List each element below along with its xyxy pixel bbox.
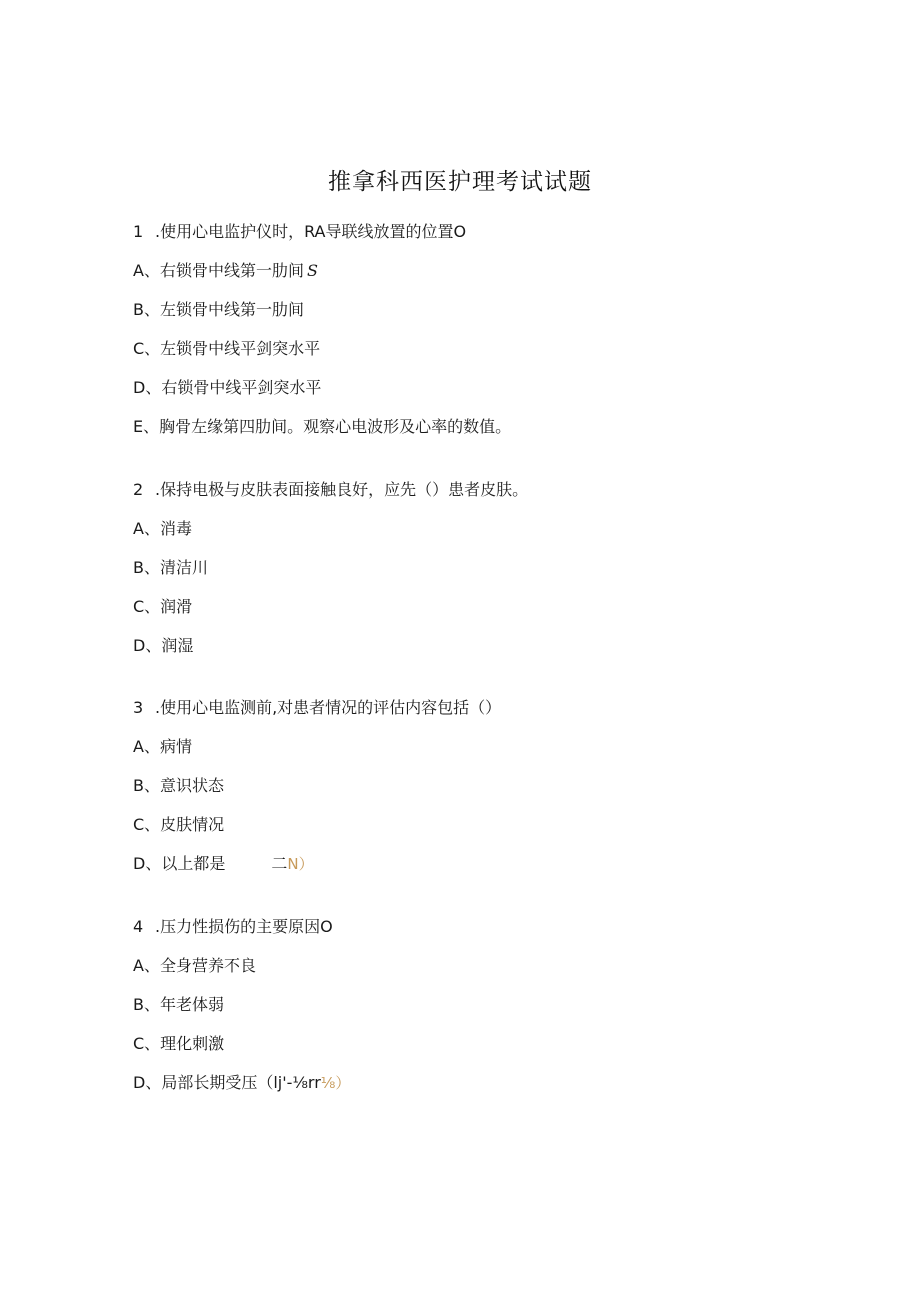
question-number: 1 [133, 222, 144, 241]
q1-option-e [133, 417, 511, 437]
answer-fragment: lj'-⅛rr [273, 1073, 321, 1092]
q1-option-a [133, 261, 318, 281]
q3-option-d [133, 854, 314, 874]
q4-option-a [133, 956, 256, 976]
question-number: 4 [133, 917, 144, 936]
q2-option-d [133, 636, 193, 656]
q4-option-b [133, 995, 224, 1015]
q3-option-c [133, 815, 224, 835]
option-text: A、病情 [133, 737, 192, 756]
q4-option-d [133, 1073, 350, 1093]
option-text: C、左锁骨中线平剑突水平 [133, 339, 321, 358]
option-text: D、润湿 [133, 636, 194, 655]
q1-option-d [133, 378, 321, 398]
option-text: C、皮肤情况 [133, 815, 225, 834]
option-text: A、消毒 [133, 519, 192, 538]
handwritten-mark: S [306, 261, 318, 280]
question-text: .使用心电监测前,对患者情况的评估内容包括（） [155, 698, 502, 717]
option-text: A、右锁骨中线第一肋间 [133, 261, 304, 280]
q2-option-a [133, 519, 192, 539]
question-4 [133, 917, 333, 937]
question-1 [133, 222, 466, 242]
q1-option-b [133, 300, 304, 320]
question-3 [133, 698, 501, 718]
question-text: .压力性损伤的主要原因O [155, 917, 333, 936]
question-number: 2 [133, 480, 144, 499]
option-text: B、意识状态 [133, 776, 224, 795]
option-text: C、理化刺激 [133, 1034, 225, 1053]
answer-fragment-faint: ⅛） [320, 1074, 351, 1092]
option-text: A、全身营养不良 [133, 956, 256, 975]
q3-option-b [133, 776, 224, 796]
question-number: 3 [133, 698, 144, 717]
option-text: C、润滑 [133, 597, 193, 616]
option-text: B、清洁川 [133, 558, 208, 577]
q2-option-b [133, 558, 208, 578]
answer-fragment: 二 [271, 854, 288, 873]
answer-fragment-faint: N） [287, 855, 314, 873]
option-text: B、年老体弱 [133, 995, 224, 1014]
page-title: 推拿科西医护理考试试题 [328, 169, 592, 195]
question-text: .保持电极与皮肤表面接触良好，应先（）患者皮肤。 [155, 480, 529, 499]
option-text: D、局部长期受压（ [133, 1073, 274, 1092]
q3-option-a [133, 737, 192, 757]
q4-option-c [133, 1034, 224, 1054]
option-text: B、左锁骨中线第一肋间 [133, 300, 304, 319]
option-text: D、以上都是 [133, 854, 226, 873]
question-2 [133, 480, 528, 500]
option-text: E、胸骨左缘第四肋间。观察心电波形及心率的数值。 [133, 417, 512, 436]
q1-option-c [133, 339, 320, 359]
question-text: .使用心电监护仪时，RA导联线放置的位置O [155, 222, 467, 241]
q2-option-c [133, 597, 192, 617]
option-text: D、右锁骨中线平剑突水平 [133, 378, 322, 397]
